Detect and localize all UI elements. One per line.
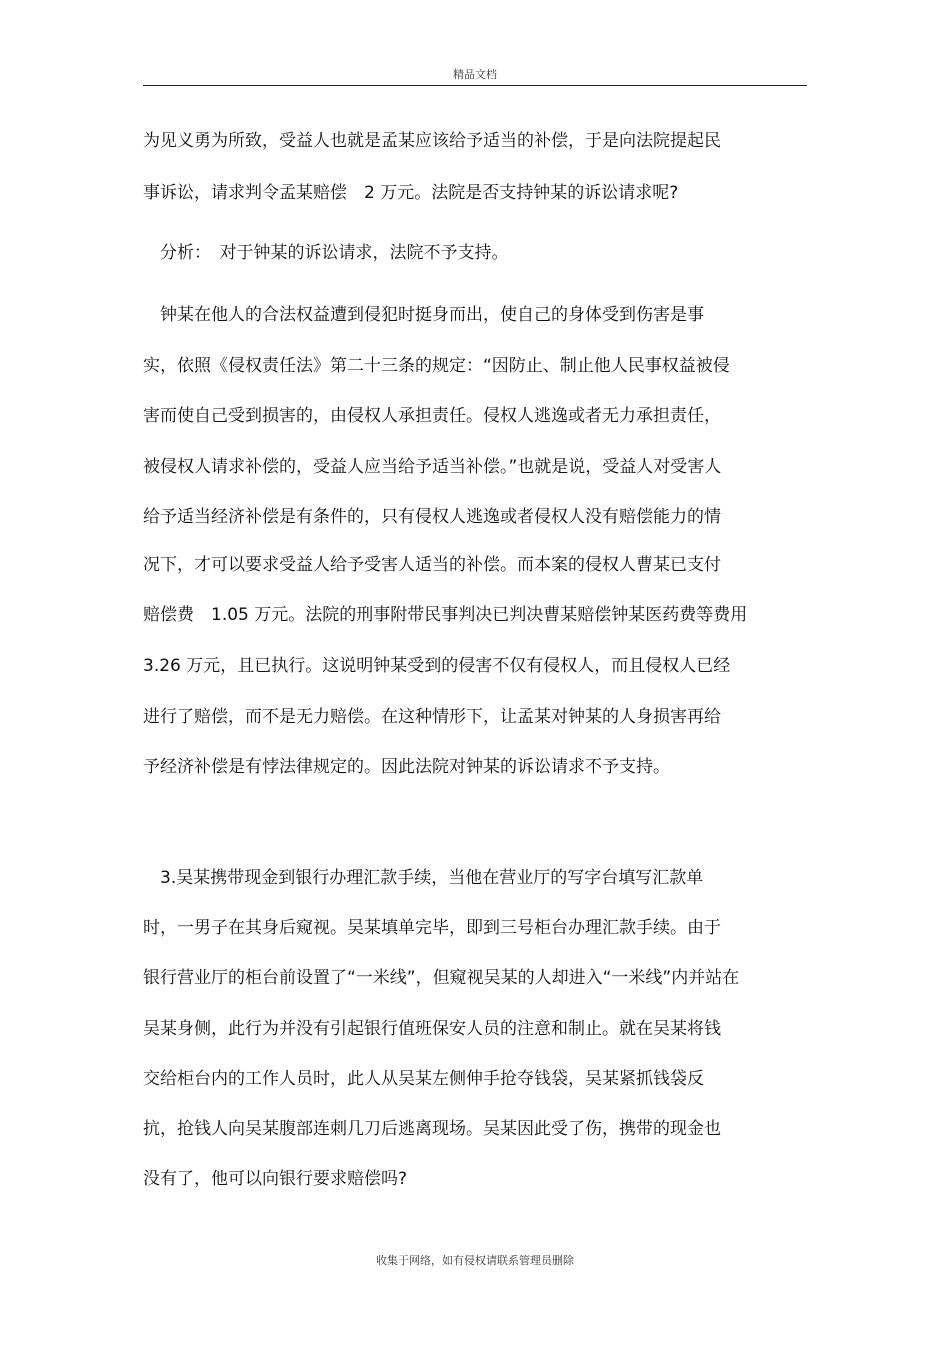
body-line: 况下，才可以要求受益人给予受害人适当的补偿。而本案的侵权人曹某已支付 xyxy=(143,555,721,575)
header-divider xyxy=(143,85,807,86)
body-line: 事诉讼，请求判令孟某赔偿 2 万元。法院是否支持钟某的诉讼请求呢? xyxy=(143,183,679,203)
body-line: 交给柜台内的工作人员时，此人从吴某左侧伸手抢夺钱袋，吴某紧抓钱袋反 xyxy=(143,1069,704,1089)
body-line: 没有了，他可以向银行要求赔偿吗? xyxy=(143,1169,408,1189)
body-line: 害而使自己受到损害的，由侵权人承担责任。侵权人逃逸或者无力承担责任， xyxy=(143,406,721,426)
body-line: 吴某身侧，此行为并没有引起银行值班保安人员的注意和制止。就在吴某将钱 xyxy=(143,1019,721,1039)
question-line: 3.吴某携带现金到银行办理汇款手续，当他在营业厅的写字台填写汇款单 xyxy=(143,868,704,888)
body-line: 进行了赔偿，而不是无力赔偿。在这种情形下，让孟某对钟某的人身损害再给 xyxy=(143,707,721,727)
body-line: 钟某在他人的合法权益遭到侵犯时挺身而出，使自己的身体受到伤害是事 xyxy=(143,305,704,325)
footer-note: 收集于网络，如有侵权请联系管理员删除 xyxy=(376,1254,574,1267)
body-line: 予经济补偿是有悖法律规定的。因此法院对钟某的诉讼请求不予支持。 xyxy=(143,757,670,777)
body-line: 给予适当经济补偿是有条件的，只有侵权人逃逸或者侵权人没有赔偿能力的情 xyxy=(143,507,721,527)
body-line: 抗，抢钱人向吴某腹部连刺几刀后逃离现场。吴某因此受了伤，携带的现金也 xyxy=(143,1119,721,1139)
body-line: 银行营业厅的柜台前设置了“一米线”，但窥视吴某的人却进入“一米线”内并站在 xyxy=(143,968,740,988)
analysis-line: 分析： 对于钟某的诉讼请求，法院不予支持。 xyxy=(143,243,509,263)
body-line: 3.26 万元，且已执行。这说明钟某受到的侵害不仅有侵权人，而且侵权人已经 xyxy=(143,656,731,676)
body-line: 实，依照《侵权责任法》第二十三条的规定：“因防止、制止他人民事权益被侵 xyxy=(143,356,730,376)
body-line: 为见义勇为所致，受益人也就是孟某应该给予适当的补偿，于是向法院提起民 xyxy=(143,131,721,151)
body-line: 时，一男子在其身后窥视。吴某填单完毕，即到三号柜台办理汇款手续。由于 xyxy=(143,918,721,938)
body-line: 被侵权人请求补偿的，受益人应当给予适当补偿。”也就是说，受益人对受害人 xyxy=(143,457,722,477)
header-title: 精品文档 xyxy=(453,68,497,81)
body-line: 赔偿费 1.05 万元。法院的刑事附带民事判决已判决曹某赔偿钟某医药费等费用 xyxy=(143,605,748,625)
